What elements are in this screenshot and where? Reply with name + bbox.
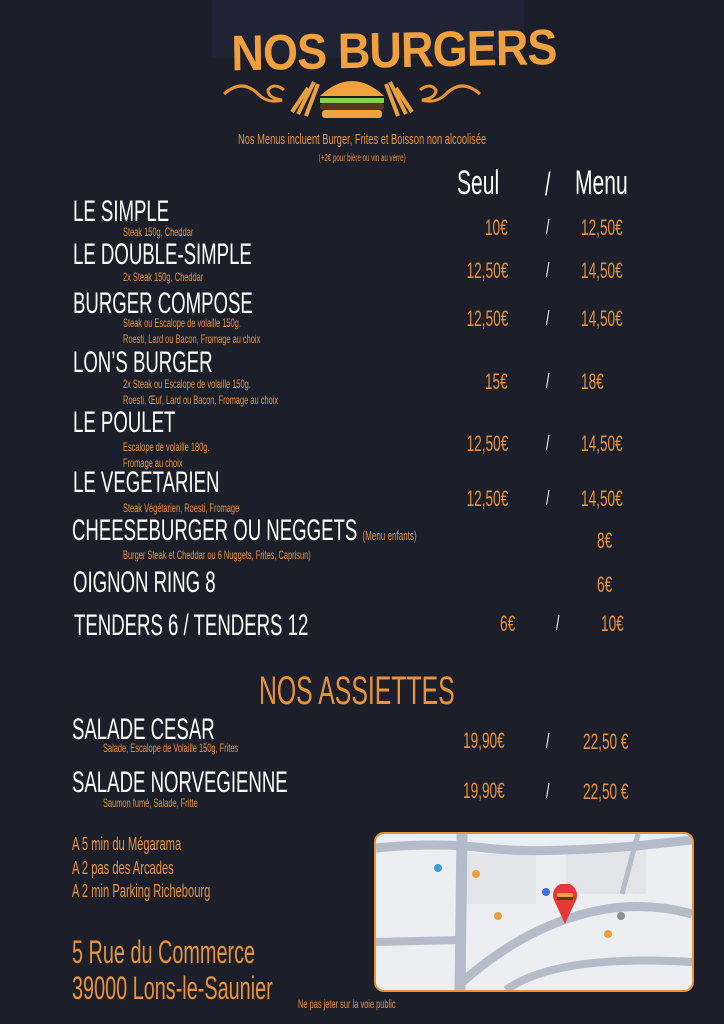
- price-seul: 10€: [485, 215, 508, 240]
- price-seul: 12,50€: [466, 431, 508, 456]
- price-separator: /: [546, 217, 550, 239]
- item-desc: Roesti, Œuf, Lard ou Bacon, Fromage au choix: [123, 393, 279, 407]
- price-menu: 22,50 €: [583, 729, 629, 754]
- price-seul: 19,90€: [463, 778, 505, 803]
- item-name: TENDERS 6 / TENDERS 12: [74, 609, 309, 642]
- item-name: LE POULET: [73, 406, 176, 439]
- item-name: LE VEGETARIEN: [73, 466, 220, 499]
- price-seul: 15€: [485, 369, 508, 394]
- item-desc: Roesti, Lard ou Bacon, Fromage au choix: [123, 332, 261, 346]
- menus-include-note: Nos Menus incluent Burger, Frites et Boisson non alcoolisée: [237, 131, 487, 148]
- item-desc: Burger Steak et Cheddar ou 6 Nuggets, Frites, Caprisun): [123, 548, 311, 562]
- assiettes-title: NOS ASSIETTES: [259, 669, 455, 713]
- item-name: OIGNON RING 8: [73, 566, 216, 599]
- item-desc: Salade, Escalope de Volaille 150g, Frites: [103, 741, 239, 755]
- location-hint: A 2 min Parking Richebourg: [72, 881, 211, 901]
- price-separator: /: [546, 488, 550, 510]
- burger-icon: [218, 74, 486, 120]
- item-name: LE DOUBLE-SIMPLE: [73, 238, 252, 271]
- price-seul: 12,50€: [466, 258, 508, 283]
- price-menu: 18€: [581, 369, 604, 394]
- price-separator: /: [546, 781, 550, 803]
- location-hint: A 5 min du Mégarama: [72, 834, 182, 854]
- beer-surcharge-note: (+2€ pour bière ou vin au verre): [318, 153, 406, 164]
- item-desc: Escalope de volaille 180g.: [123, 440, 210, 454]
- price-separator: /: [546, 433, 550, 455]
- logo-title: NOS BURGERS: [230, 19, 557, 82]
- price-seul: 6€: [500, 611, 516, 636]
- col-seul-header: Seul: [457, 164, 500, 202]
- location-hint: A 2 pas des Arcades: [72, 857, 174, 878]
- price-menu: 6€: [597, 572, 613, 597]
- logo: [218, 19, 557, 122]
- litter-note: Ne pas jeter sur la voie public: [298, 997, 396, 1011]
- item-desc: Steak ou Escalope de volaille 150g.: [123, 316, 241, 330]
- price-menu: 14,50€: [581, 486, 623, 511]
- item-desc: Steak 150g, Cheddar: [123, 225, 194, 239]
- item-desc: 2x Steak ou Escalope de volaille 150g.: [123, 377, 251, 391]
- item-name: LE SIMPLE: [73, 195, 170, 228]
- price-menu: 12,50€: [581, 215, 623, 240]
- price-seul: 19,90€: [463, 728, 505, 753]
- price-menu: 10€: [601, 611, 624, 636]
- location-map[interactable]: [374, 832, 694, 992]
- price-separator: /: [546, 260, 550, 282]
- col-menu-header: Menu: [575, 164, 628, 202]
- item-name: LON’S BURGER: [73, 346, 213, 379]
- item-desc: Fromage au choix: [123, 456, 183, 470]
- map-pin-icon: [552, 884, 578, 924]
- price-menu: 22,50 €: [583, 779, 629, 804]
- item-desc: Steak Végétarien, Roesti, Fromage: [123, 501, 240, 515]
- price-menu: 8€: [597, 528, 613, 553]
- item-desc: 2x Steak 150g, Cheddar: [123, 270, 204, 284]
- item-name: BURGER COMPOSE: [73, 287, 253, 320]
- item-desc: Saumon fumé, Salade, Fritte: [103, 796, 198, 810]
- price-separator: /: [546, 371, 550, 393]
- price-seul: 12,50€: [466, 306, 508, 331]
- kids-menu-tag: (Menu enfants): [362, 528, 417, 543]
- address-city: 39000 Lons-le-Saunier: [72, 970, 273, 1006]
- price-separator: /: [546, 731, 550, 753]
- price-menu: 14,50€: [581, 306, 623, 331]
- price-menu: 14,50€: [581, 431, 623, 456]
- address-street: 5 Rue du Commerce: [72, 934, 256, 970]
- price-seul: 12,50€: [466, 486, 508, 511]
- item-name: SALADE CESAR: [72, 713, 215, 746]
- col-separator: /: [545, 166, 551, 202]
- price-separator: /: [546, 308, 550, 330]
- item-name: SALADE NORVEGIENNE: [72, 766, 288, 799]
- price-menu: 14,50€: [581, 258, 623, 283]
- map-streets: [376, 834, 692, 990]
- item-name: CHEESEBURGER OU NEGGETS (Menu enfants): [72, 514, 417, 547]
- price-separator: /: [556, 613, 560, 635]
